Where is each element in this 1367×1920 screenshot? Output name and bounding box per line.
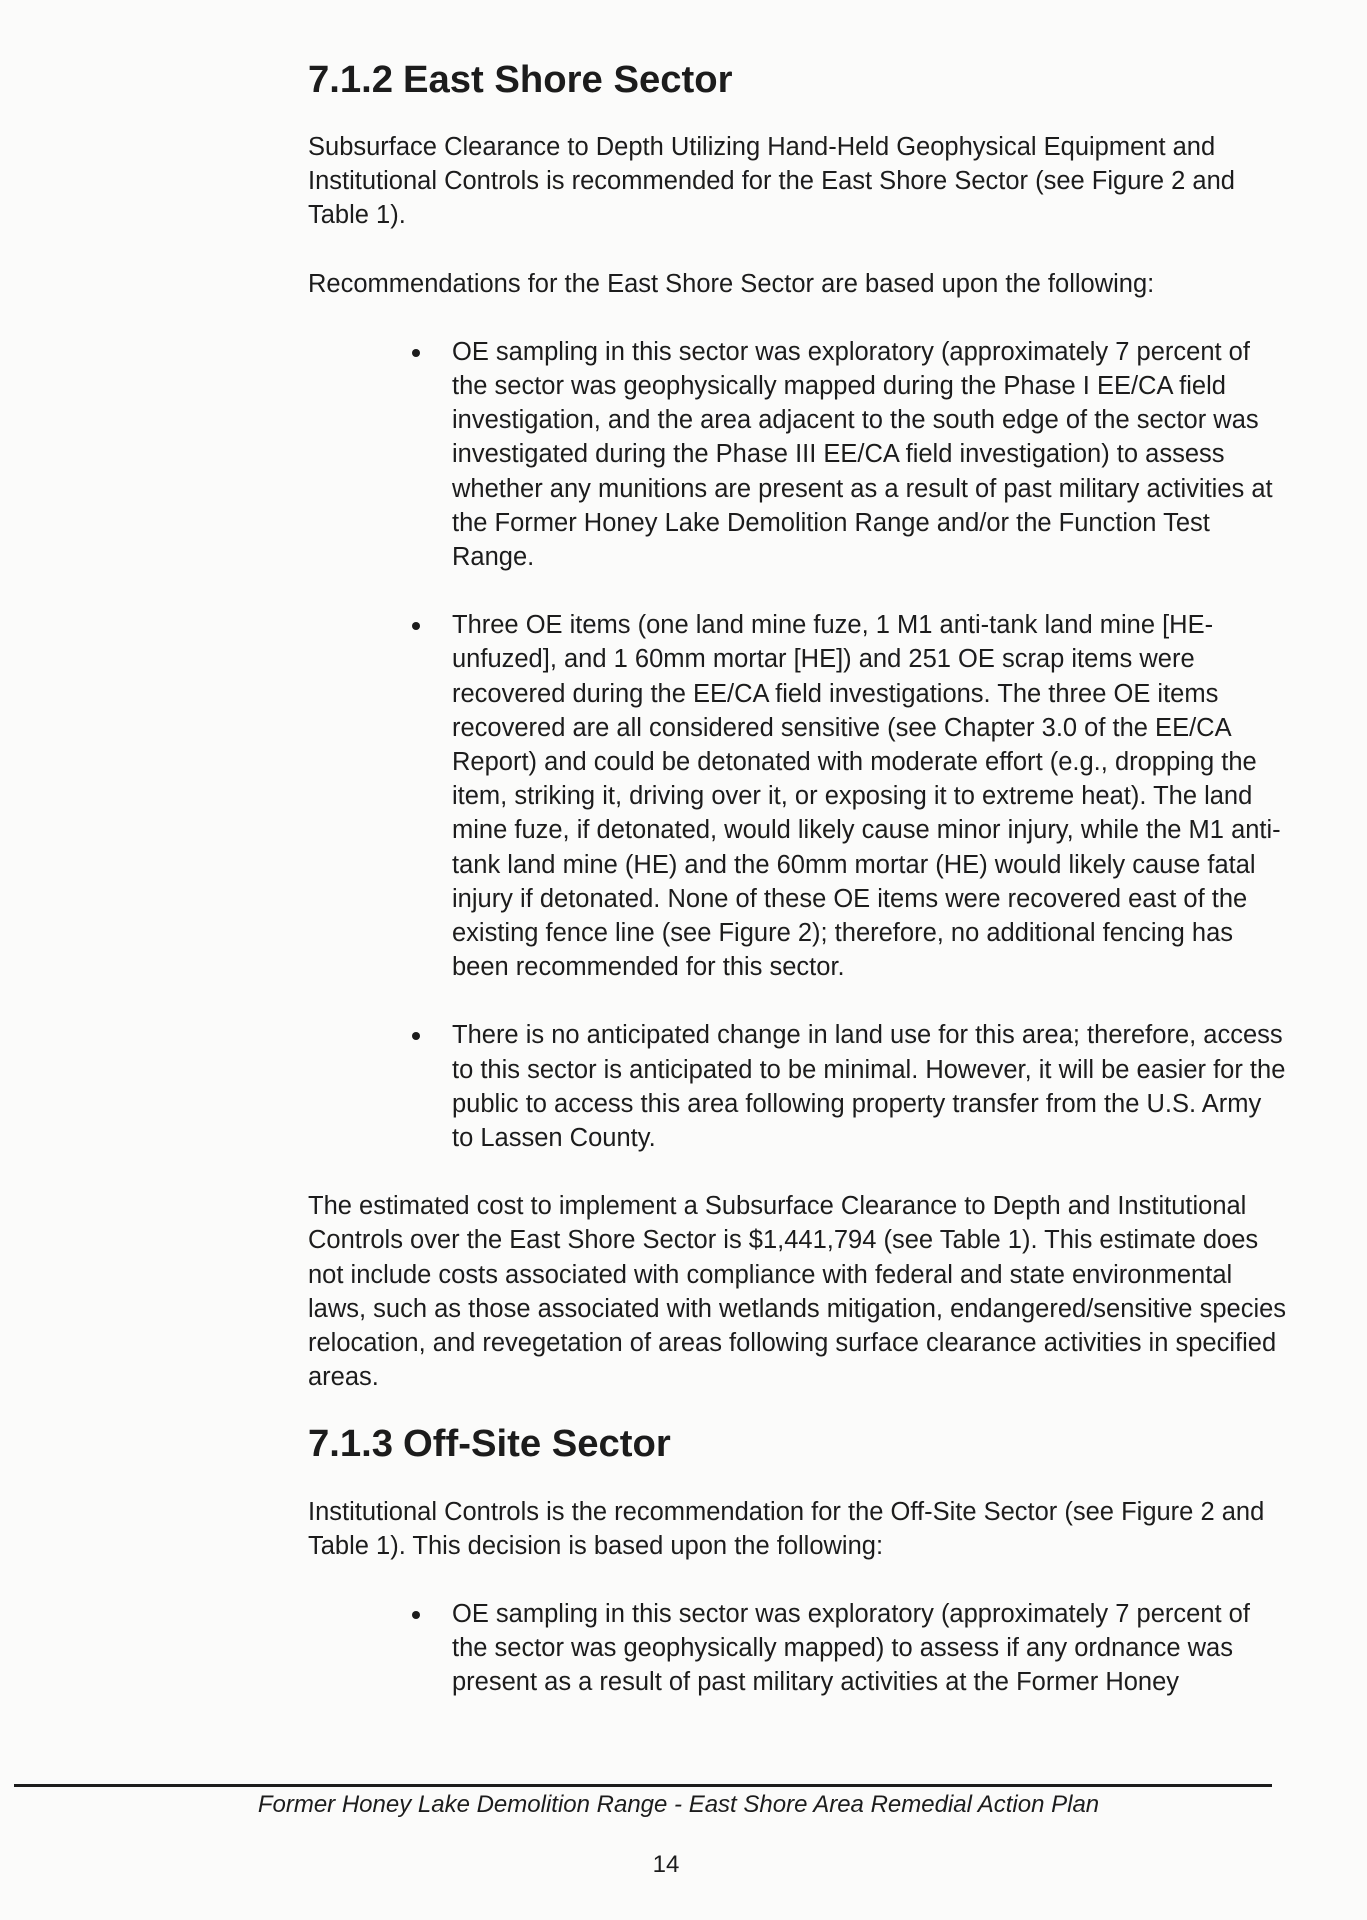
section-intro-paragraph: Institutional Controls is the recommendation for the Off-Site Sector (see Figure 2 and Table 1). This decision is based upon the following: bbox=[308, 1497, 1265, 1560]
section-heading-7-1-3 bbox=[308, 1422, 1288, 1466]
section-heading-7-1-2 bbox=[308, 57, 1288, 101]
decision-bullet-list bbox=[308, 1597, 1288, 1700]
footer-document-title bbox=[0, 1790, 1367, 1820]
page-number-text: 14 bbox=[652, 1851, 680, 1878]
page-number bbox=[0, 1850, 1367, 1880]
section-number: 7.1.2 bbox=[308, 57, 394, 101]
footer-divider bbox=[14, 1784, 1272, 1787]
recommendations-lead-paragraph: Recommendations for the East Shore Sector are based upon the following: bbox=[308, 269, 1155, 298]
section-title: East Shore Sector bbox=[403, 57, 733, 101]
section-intro-paragraph: Subsurface Clearance to Depth Utilizing Hand-Held Geophysical Equipment and Institutional Controls is recommended for the East Shore Sector (see Figure 2 and Table 1). bbox=[308, 133, 1235, 230]
section-number: 7.1.3 bbox=[308, 1422, 394, 1466]
footer-title-text: Former Honey Lake Demolition Range - East Shore Area Remedial Action Plan bbox=[257, 1791, 1100, 1818]
section-title: Off-Site Sector bbox=[403, 1422, 671, 1466]
bullet-item: OE sampling in this sector was exploratory (approximately 7 percent of the sector was geophysically mapped) to assess if any ordnance was present as a result of past military activities at the Former Honey bbox=[452, 1597, 1288, 1700]
page-content bbox=[308, 57, 1288, 1734]
bullet-item: OE sampling in this sector was exploratory (approximately 7 percent of the sector was geophysically mapped during the Phase I EE/CA field investigation, and the area adjacent to the south edge of the sector was investigated during the Phase III EE/CA field investigation) to assess whether any munitions are present as a result of past military activities at the Former Honey Lake Demolition Range and/or the Function Test Range. bbox=[452, 335, 1288, 574]
bullet-item: There is no anticipated change in land use for this area; therefore, access to this sector is anticipated to be minimal. However, it will be easier for the public to access this area following property transfer from the U.S. Army to Lassen County. bbox=[452, 1018, 1288, 1155]
recommendations-bullet-list bbox=[308, 335, 1288, 1155]
bullet-item: Three OE items (one land mine fuze, 1 M1 anti-tank land mine [HE-unfuzed], and 1 60mm mortar [HE]) and 251 OE scrap items were recovered during the EE/CA field investigations. The three OE items recovered are all considered sensitive (see Chapter 3.0 of the EE/CA Report) and could be detonated with moderate effort (e.g., dropping the item, striking it, driving over it, or exposing it to extreme heat). The land mine fuze, if detonated, would likely cause minor injury, while the M1 anti-tank land mine (HE) and the 60mm mortar (HE) would likely cause fatal injury if detonated. None of these OE items were recovered east of the existing fence line (see Figure 2); therefore, no additional fencing has been recommended for this sector. bbox=[452, 608, 1288, 984]
cost-estimate-paragraph: The estimated cost to implement a Subsurface Clearance to Depth and Institutional Controls over the East Shore Sector is $1,441,794 (see Table 1). This estimate does not include costs associated with compliance with federal and state environmental laws, such as those associated with wetlands mitigation, endangered/sensitive species relocation, and revegetation of areas following surface clearance activities in specified areas. bbox=[308, 1192, 1287, 1392]
